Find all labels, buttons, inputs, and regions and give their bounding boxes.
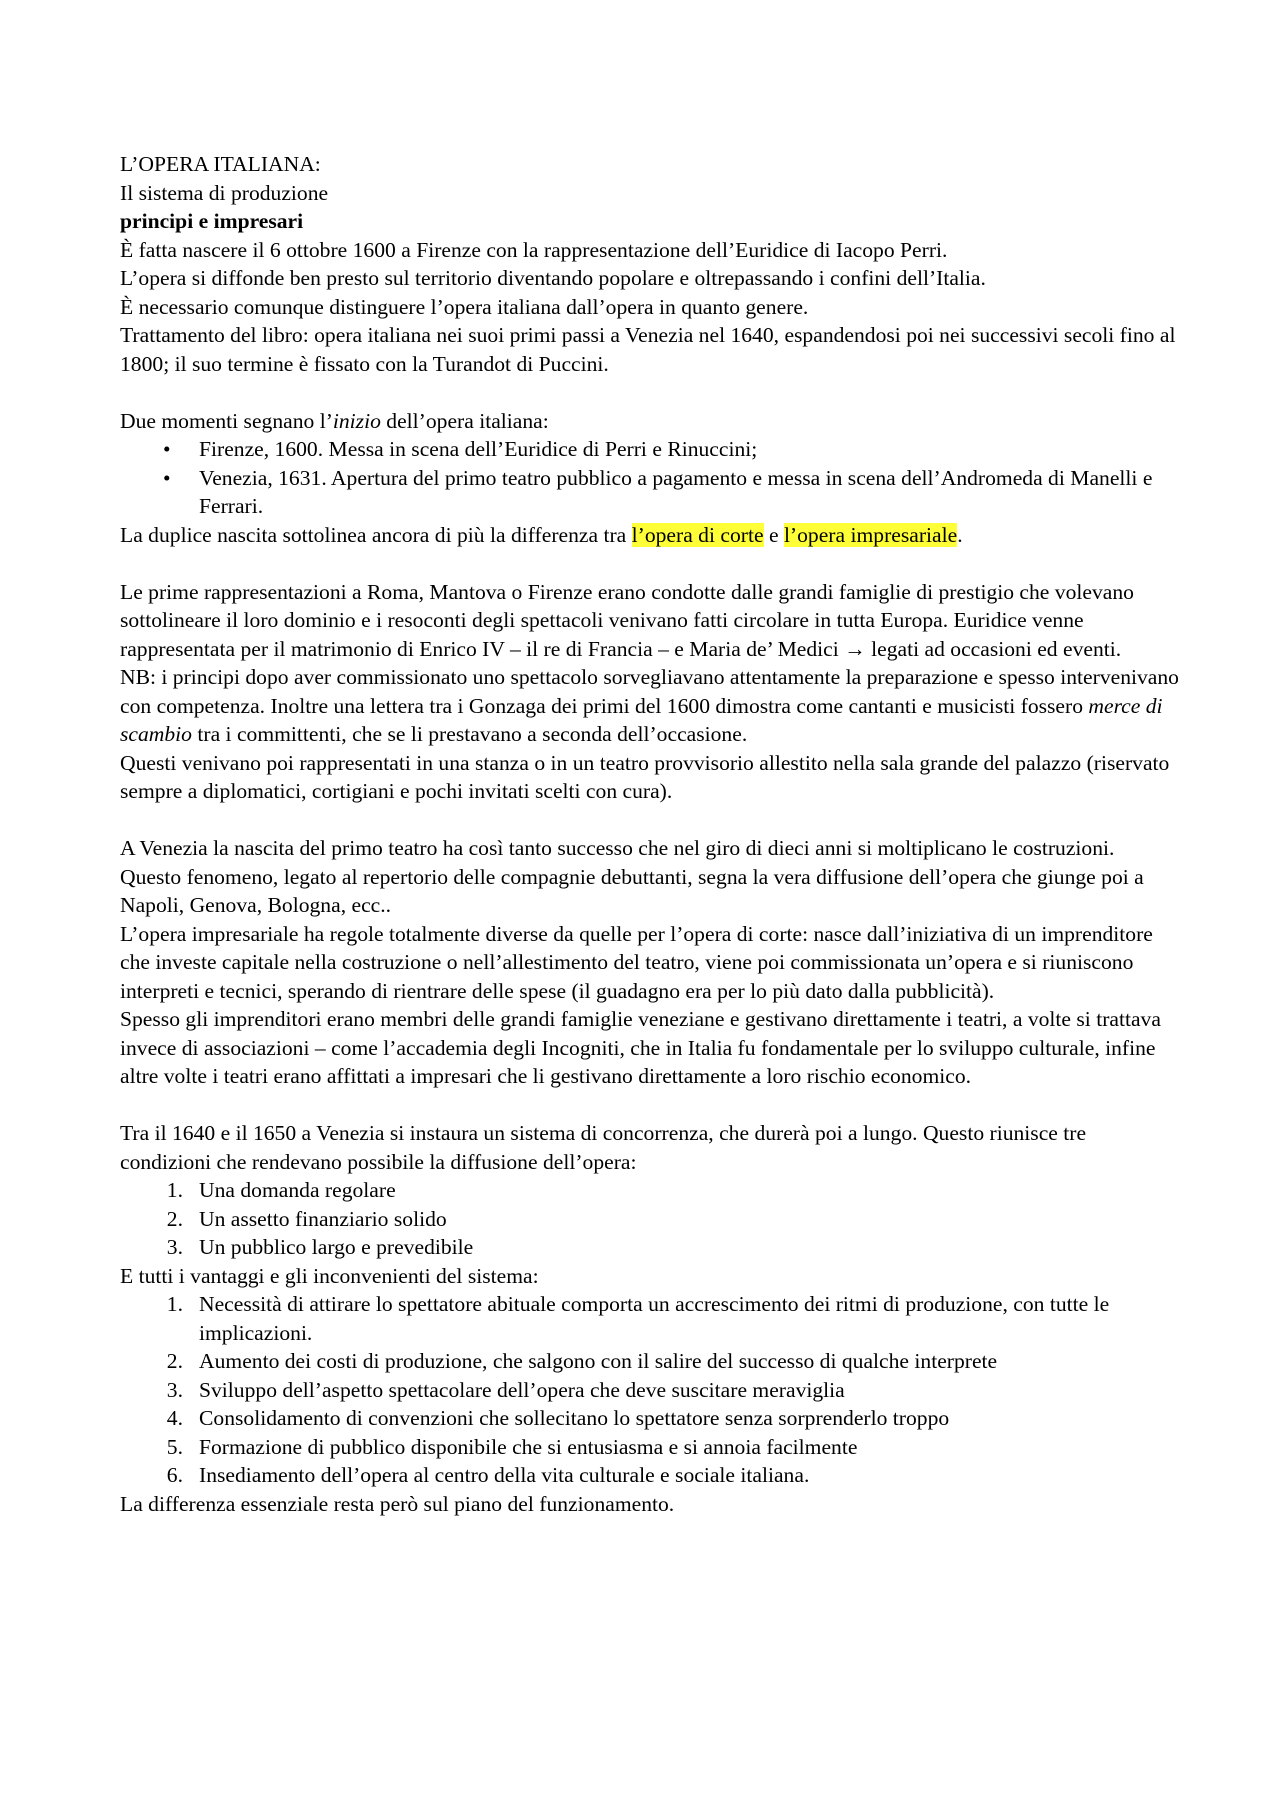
- bullet-item: • Firenze, 1600. Messa in scena dell’Euridice di Perri e Rinuccini;: [120, 435, 1180, 464]
- numbered-item: 3. Un pubblico largo e prevedibile: [166, 1235, 474, 1259]
- highlight-opera-di-corte: l’opera di corte: [631, 522, 764, 547]
- title-line-1: L’OPERA ITALIANA:: [120, 152, 321, 176]
- bullet-marker: •: [163, 465, 171, 490]
- court-nb-paragraph: NB: i principi dopo aver commissionato uno spettacolo sorvegliavano attentamente la preparazione e spesso intervenivano con competenza. Inoltre una lettera tra i Gonzaga dei primi del 1600 dimostra come cantanti e musicisti fossero merce di scambio tra i committenti, che se li prestavano a seconda dell’occasione.: [120, 665, 1179, 746]
- document-page: [120, 150, 1180, 1518]
- numbered-item: 6. Insediamento dell’opera al centro della vita culturale e sociale italiana.: [166, 1463, 810, 1487]
- italic-inizio: inizio: [332, 408, 381, 433]
- title-line-2: Il sistema di produzione: [120, 180, 329, 205]
- numbered-item: 5. Formazione di pubblico disponibile che si entusiasma e si annoia facilmente: [166, 1434, 858, 1459]
- system-paragraph-1: Tra il 1640 e il 1650 a Venezia si instaura un sistema di concorrenza, che durerà poi a lungo. Questo riunisce tre condizioni che rendevano possibile la diffusione dell’opera:: [120, 1121, 1087, 1174]
- numbered-item: 1. Necessità di attirare lo spettatore abituale comporta un accrescimento dei ritmi di produzione, con tutte le implicazioni.: [166, 1292, 1110, 1345]
- numbered-item: 2. Un assetto finanziario solido: [166, 1206, 447, 1231]
- venice-paragraph-2: L’opera impresariale ha regole totalmente diverse da quelle per l’opera di corte: nasce dall’iniziativa di un imprenditore che investe capitale nella costruzione o nell’allestimento del teatro, viene poi commissionata un’opera e si riuniscono interpreti e tecnici, sperando di rientrare delle spese (il guadagno era per lo più dato dalla pubblicità).: [120, 921, 1153, 1003]
- italic-merce-di-scambio: merce di scambio: [120, 693, 1163, 746]
- bullet-marker: •: [163, 437, 171, 461]
- intro-paragraph-2: L’opera si diffonde ben presto sul territorio diventando popolare e oltrepassando i confini dell’Italia.: [120, 266, 986, 290]
- numbered-item: 2. Aumento dei costi di produzione, che salgono con il salire del successo di qualche interprete: [166, 1349, 998, 1373]
- intro-paragraph-1: È fatta nascere il 6 ottobre 1600 a Firenze con la rappresentazione dell’Euridice di Iacopo Perri.: [120, 237, 948, 262]
- numbered-item: 4. Consolidamento di convenzioni che sollecitano lo spettatore senza sorprenderlo troppo: [166, 1406, 950, 1430]
- highlight-opera-impresariale: l’opera impresariale: [783, 522, 958, 547]
- venice-paragraph-3: Spesso gli imprenditori erano membri delle grandi famiglie veneziane e gestivano direttamente i teatri, a volte si trattava invece di associazioni – come l’accademia degli Incogniti, che in Italia fu fondamentale per lo sviluppo culturale, infine altre volte i teatri erano affittati a impresari che li gestivano direttamente a loro rischio economico.: [120, 1007, 1161, 1088]
- moments-lead: Due momenti segnano l’inizio dell’opera italiana:: [120, 408, 549, 433]
- subtitle: principi e impresari: [120, 209, 304, 233]
- numbered-item: 1. Una domanda regolare: [166, 1178, 396, 1202]
- court-paragraph-1: Le prime rappresentazioni a Roma, Mantova o Firenze erano condotte dalle grandi famiglie di prestigio che volevano sottolineare il loro dominio e i resoconti degli spettacoli venivano fatti circolare in tutta Europa. Euridice venne rappresentata per il matrimonio di Enrico IV – il re di Francia – e Maria de’ Medici → legati ad occasioni ed eventi.: [120, 579, 1134, 661]
- intro-paragraph-3: È necessario comunque distinguere l’opera italiana dall’opera in quanto genere.: [120, 294, 809, 319]
- numbered-item: 3. Sviluppo dell’aspetto spettacolare dell’opera che deve suscitare meraviglia: [166, 1377, 845, 1402]
- court-paragraph-3: Questi venivano poi rappresentati in una stanza o in un teatro provvisorio allestito nella sala grande del palazzo (riservato sempre a diplomatici, cortigiani e pochi invitati scelti con cura).: [120, 750, 1170, 803]
- venice-paragraph-1: A Venezia la nascita del primo teatro ha così tanto successo che nel giro di dieci anni si moltiplicano le costruzioni. Questo fenomeno, legato al repertorio delle compagnie debuttanti, segna la vera diffusione dell’opera che giunge poi a Napoli, Genova, Bologna, ecc..: [120, 836, 1144, 917]
- bullet-item: • Venezia, 1631. Apertura del primo teatro pubblico a pagamento e messa in scena dell’Andromeda di Manelli e Ferrari.: [120, 464, 1180, 521]
- intro-paragraph-4: Trattamento del libro: opera italiana nei suoi primi passi a Venezia nel 1640, espandendosi poi nei successivi secoli fino al 1800; il suo termine è fissato con la Turandot di Puccini.: [120, 323, 1176, 376]
- moments-closing: La duplice nascita sottolinea ancora di più la differenza tra l’opera di corte e l’opera impresariale.: [120, 522, 963, 547]
- system-paragraph-2: E tutti i vantaggi e gli inconvenienti del sistema:: [120, 1263, 539, 1288]
- system-closing: La differenza essenziale resta però sul piano del funzionamento.: [120, 1491, 675, 1516]
